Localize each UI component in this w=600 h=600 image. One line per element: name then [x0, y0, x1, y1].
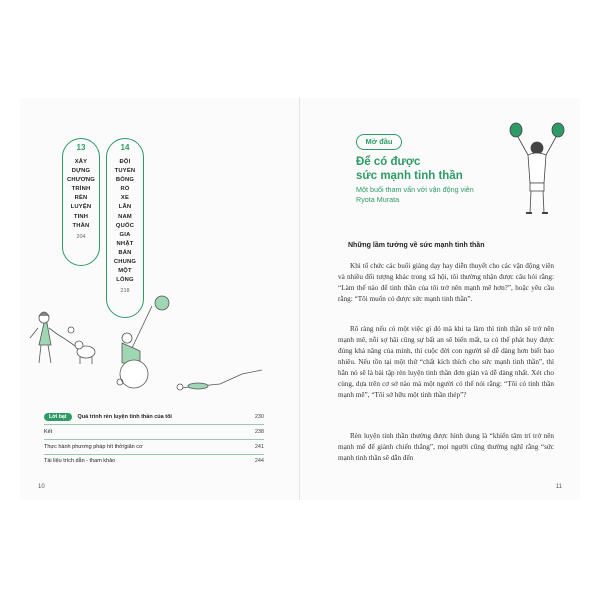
toc-item[interactable]: Kết 238: [44, 428, 264, 435]
chapter-subtitle: Một buổi tham vấn với vận động viên Ryota Murata: [356, 185, 474, 204]
boxer-illustration: [508, 120, 566, 220]
toc-item[interactable]: Tài liệu trích dẫn - tham khảo 244: [44, 458, 264, 465]
chapter-number: 13: [76, 143, 86, 152]
paragraph: Rõ ràng nếu có một việc gì đó mà khi ta làm thì tinh thần sẽ trở nên mạnh mẽ, nỗi sợ hãi cũng sự bất an sẽ biến mất, ta có thể phát huy được đúng khả năng của mình, thì cuộc đời con người sẽ dễ dàng hơn biết bao nhiêu. Nếu tồn tại một thứ “chất kích thích cho sức mạnh tinh thần”, thì hẳn nó sẽ là bài tập rèn luyện tinh thần đơn giản và dễ dàng nhất. Xét cho cùng, dựa trên cơ sở nào mà một người có thể nói rằng: “Tôi có tinh thần mạnh mẽ”, “Tôi sở hữu một tinh thần thép”?: [338, 325, 554, 399]
chapter-page: 218: [120, 288, 130, 295]
dog-illustration: [68, 327, 95, 364]
paragraph: Khi tổ chức các buổi giảng dạy hay diễn thuyết cho các vận động viên và nhiều đối tượng khác trong xã hội, tôi thường nhận được câu hỏi rằng: “Làm thế nào để tinh thần của tôi trở nên mạnh mẽ hơn?”, hoặc yêu cầu rằng: “Tôi muốn có được sức mạnh tinh thần”.: [338, 262, 554, 303]
page-number: 11: [555, 484, 562, 490]
toc-item[interactable]: Thực hành phương pháp hít thở/giãn cơ 241: [44, 443, 264, 450]
chapter-title: XÂY DỰNG CHƯƠNG TRÌNH RÈN LUYỆN TINH THẦN: [66, 159, 96, 229]
dog-walker-illustration: [30, 312, 75, 363]
chapter-number: 14: [120, 143, 130, 152]
chapter-page: 204: [76, 233, 86, 240]
chapter-title: ĐỘI TUYỂN BÓNG RỔ XE LĂN NAM QUỐC GIA NHẬT BẢN CHUNG MỘT LÒNG: [113, 159, 137, 284]
diver-illustration: [177, 370, 262, 390]
toc-item[interactable]: Lời bạt Quá trình rèn luyện tinh thần của tôi 230: [44, 410, 264, 424]
book-spread: [20, 98, 580, 500]
right-page: [300, 98, 580, 500]
section-heading: Những lầm tưởng về sức mạnh tinh thần: [348, 242, 485, 249]
page-number: 10: [38, 484, 45, 490]
chapter-label: Mở đầu: [356, 134, 402, 150]
illustration-figures: [20, 288, 299, 408]
left-page: [20, 98, 299, 500]
toc-list: [44, 410, 264, 468]
wheelchair-player-illustration: [117, 296, 169, 388]
toc-badge: Lời bạt: [44, 413, 72, 421]
chapter-title: Để có được sức mạnh tinh thần: [356, 156, 463, 182]
chapter-13-pill: [62, 138, 100, 266]
paragraph: Rèn luyện tinh thần thường được hình dung là “khiến tâm trí trở nên mạnh mẽ để giành chiến thắng”, mọi người cũng thường nghĩ rằng “sức mạnh tinh thần sẽ dẫn đến: [338, 432, 554, 462]
